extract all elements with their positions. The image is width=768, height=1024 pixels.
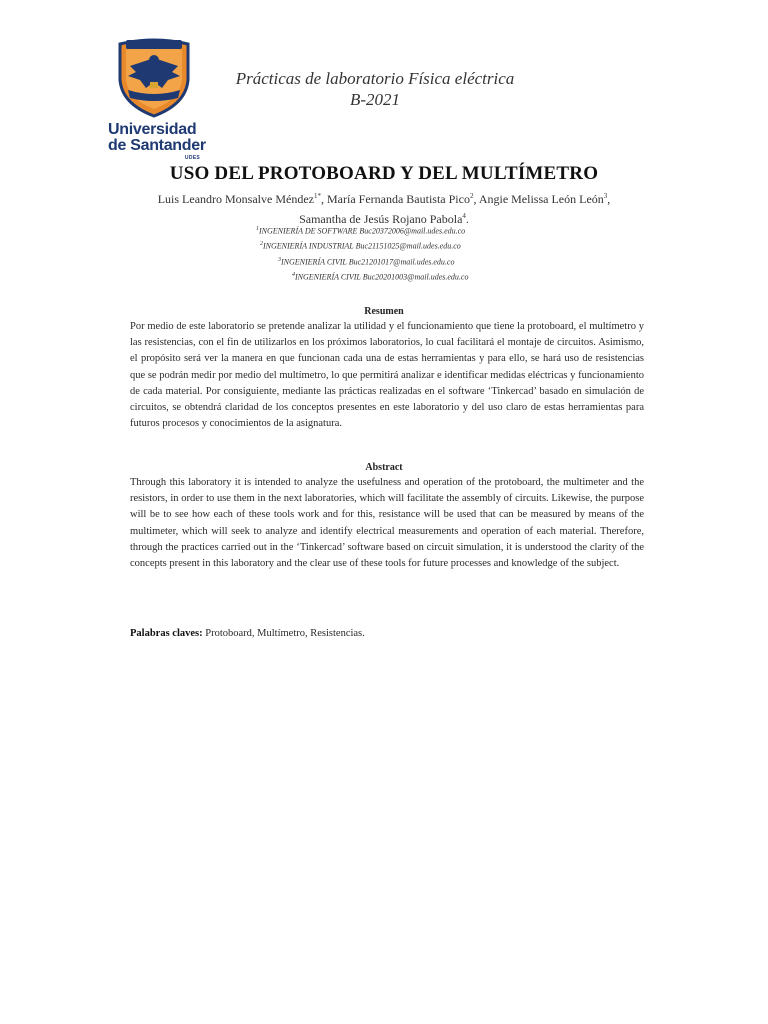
- author-4: Samantha de Jesús Rojano Pabola: [299, 212, 463, 226]
- author-3: Angie Melissa León León: [478, 192, 604, 206]
- author-4-sup: 4: [462, 212, 466, 220]
- author-2: María Fernanda Bautista Pico: [327, 192, 470, 206]
- resumen-heading: Resumen: [364, 306, 404, 317]
- author-list: Luis Leandro Monsalve Méndez$^{1*}$, María Fernanda Bautista Pico$^2$, Angie Melissa León León$^3$, Samantha de Jesús Rojano Pabola$^4$.: [157, 192, 611, 226]
- affiliation-item: $^3$INGENIERÍA CIVIL Buc21201017@mail.udes.edu.co: [278, 256, 455, 267]
- resumen-text: Por medio de este laboratorio se pretende analizar la utilidad y el funcionamiento que tiene la protoboard, el multímetro y las resistencias, con el fin de utilizarlos en los próximos laboratorios, lo cual facilitará el montaje de circuitos. Asimismo, el propósito será ver la manera en que funcionan cada una de estas herramientas y para ello, se hará uso de resistencias que se podrán medir por medio del multímetro, lo que permitirá analizar e identificar medidas eléctricas y funcionamiento de cada material. Por consiguiente, mediante las prácticas realizadas en el software ‘Tinkercad’ basado en simulación de circuitos, se obtendrá claridad de los conceptos presentes en este laboratorio y del uso claro de estas herramientas para futuros procesos y conocimientos de la asignatura.: [130, 321, 644, 430]
- affiliation-item: $^2$INGENIERÍA INDUSTRIAL Buc21151025@mail.udes.edu.co: [260, 241, 461, 251]
- university-seal-icon: [116, 36, 192, 118]
- abstract-heading: Abstract: [365, 462, 403, 473]
- logo-sub: UDES: [184, 155, 200, 161]
- university-logo: [108, 36, 206, 161]
- author-1: Luis Leandro Monsalve Méndez: [157, 192, 314, 206]
- author-2-sup: 2: [469, 192, 474, 200]
- running-header: [200, 68, 550, 110]
- keywords-label: Palabras claves:: [130, 628, 203, 639]
- header-term: B-2021: [349, 90, 401, 109]
- logo-line-2: de Santander: [108, 137, 206, 154]
- header-course: Prácticas de laboratorio Física eléctrica: [235, 69, 515, 88]
- paper-title: USO DEL PROTOBOARD Y DEL MULTÍMETRO: [169, 163, 599, 184]
- author-3-sup: 3: [603, 192, 608, 200]
- logo-line-1: Universidad: [108, 121, 197, 138]
- affiliation-item: $^1$INGENIERÍA DE SOFTWARE Buc20372006@mail.udes.edu.co: [256, 226, 466, 236]
- author-1-sup: 1*: [314, 192, 321, 200]
- affiliation-list: [180, 223, 600, 284]
- keywords-value: Protoboard, Multímetro, Resistencias.: [202, 628, 365, 639]
- abstract-text: Through this laboratory it is intended to analyze the usefulness and operation of the protoboard, the multimeter and the resistors, in order to use them in the next laboratories, which will facilitate the assembly of circuits. Likewise, the purpose will be to see how each of these tools work and for this, resistance will be used that can be measured by means of the multimeter, which will seek to analyze and identify electrical measurements and operation of each material. Therefore, through the practices carried out in the ‘Tinkercad’ software based on circuit simulation, it is understood the clarity of the concepts present in this laboratory and the clear use of these tools for future processes and knowledge of the subject.: [130, 477, 644, 570]
- keywords: [130, 628, 644, 639]
- affiliation-item: $^4$INGENIERÍA CIVIL Buc20201003@mail.udes.edu.co: [292, 271, 469, 282]
